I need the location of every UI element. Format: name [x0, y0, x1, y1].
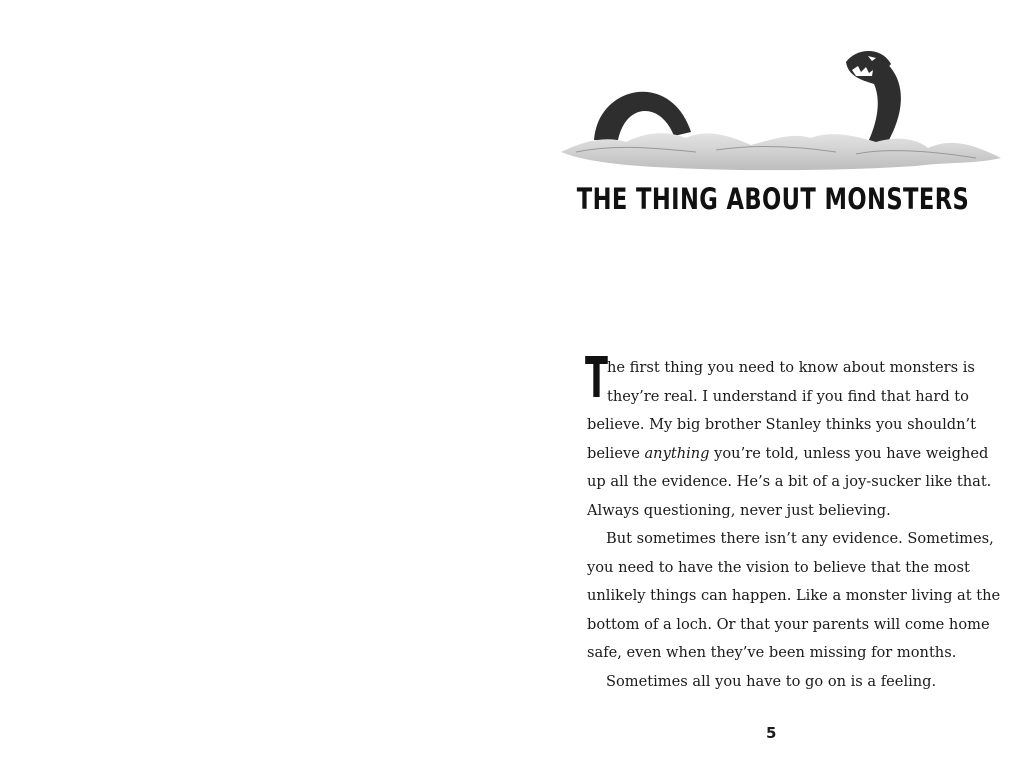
right-page — [512, 0, 1024, 781]
emphasis-text: anything — [644, 444, 710, 462]
text-line: believe. My big brother Stanley thinks you shouldn’t — [587, 416, 977, 433]
text-line: safe, even when they’ve been missing for months. — [587, 644, 957, 661]
drop-cap: T — [585, 346, 608, 411]
text-line: But sometimes there isn’t any evidence. Sometimes, — [606, 530, 994, 547]
text-line: unlikely things can happen. Like a monster living at the — [587, 587, 1001, 604]
text-line: you need to have the vision to believe that the most — [587, 558, 970, 576]
text-line: up all the evidence. He’s a bit of a joy-sucker like that. — [587, 473, 992, 490]
text-line: they’re real. I understand if you find that hard to — [607, 387, 969, 405]
text-line: bottom of a loch. Or that your parents will come home — [587, 615, 990, 633]
text-segment: you’re told, unless you have weighed — [709, 444, 989, 462]
text-line: Always questioning, never just believing. — [587, 501, 891, 519]
loch-monster-illustration — [556, 40, 1006, 185]
text-line — [587, 440, 989, 469]
text-segment: believe — [587, 444, 645, 462]
text-line: he first thing you need to know about monsters is — [607, 359, 975, 376]
page-number: 5 — [766, 724, 777, 742]
chapter-title: THE THING ABOUT MONSTERS — [576, 182, 970, 216]
text-line: Sometimes all you have to go on is a feeling. — [606, 672, 937, 690]
